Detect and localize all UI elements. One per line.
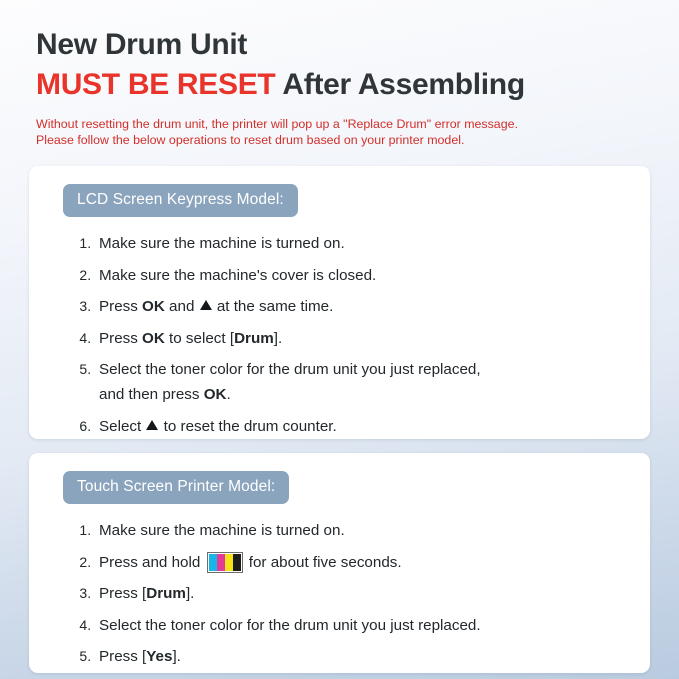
- step-item: 5. Press [Yes].: [95, 644, 630, 669]
- triangle-up-icon: [146, 420, 158, 430]
- step-item: 1. Make sure the machine is turned on.: [95, 518, 630, 543]
- step-item: 4. Select the toner color for the drum unit you just replaced.: [95, 613, 630, 638]
- page-subtitle-emphasis: MUST BE RESET: [36, 68, 276, 101]
- step-item: 2. Press and hold for about five seconds.: [95, 550, 630, 575]
- step-emphasis: OK: [142, 298, 165, 315]
- triangle-up-icon: [200, 300, 212, 310]
- step-emphasis: OK: [203, 386, 227, 403]
- step-emphasis: Drum: [234, 329, 274, 347]
- lcd-model-badge: LCD Screen Keypress Model:: [63, 184, 298, 217]
- step-emphasis: Yes: [146, 648, 173, 665]
- step-item: 1. Make sure the machine is turned on.: [95, 231, 630, 256]
- page-title: New Drum Unit: [36, 28, 248, 61]
- step-item: 4. Press OK to select [Drum].: [95, 326, 630, 351]
- lcd-model-card: [29, 166, 650, 439]
- warning-text-line-1: Without resetting the drum unit, the printer will pop up a "Replace Drum" error message.: [36, 117, 518, 131]
- lcd-model-steps: [49, 231, 630, 439]
- cmyk-toner-button-icon: [207, 552, 243, 573]
- step-item: 5. Select the toner color for the drum unit you just replaced, and then press OK.: [95, 357, 630, 407]
- step-item: 6. Select to reset the drum counter.: [95, 414, 630, 439]
- warning-text-line-2: Please follow the below operations to reset drum based on your printer model.: [36, 133, 465, 147]
- touch-model-card: [29, 453, 650, 673]
- step-emphasis: OK: [142, 329, 165, 347]
- step-item: 2. Make sure the machine's cover is closed.: [95, 263, 630, 288]
- warning-text: [36, 116, 655, 148]
- step-emphasis: Drum: [146, 585, 186, 602]
- page-subtitle: [36, 68, 655, 102]
- page-subtitle-rest: After Assembling: [275, 68, 525, 101]
- touch-model-badge: Touch Screen Printer Model:: [63, 471, 289, 504]
- step-item: 3. Press [Drum].: [95, 581, 630, 606]
- step-item: 3. Press OK and at the same time.: [95, 294, 630, 319]
- touch-model-steps: [49, 518, 630, 669]
